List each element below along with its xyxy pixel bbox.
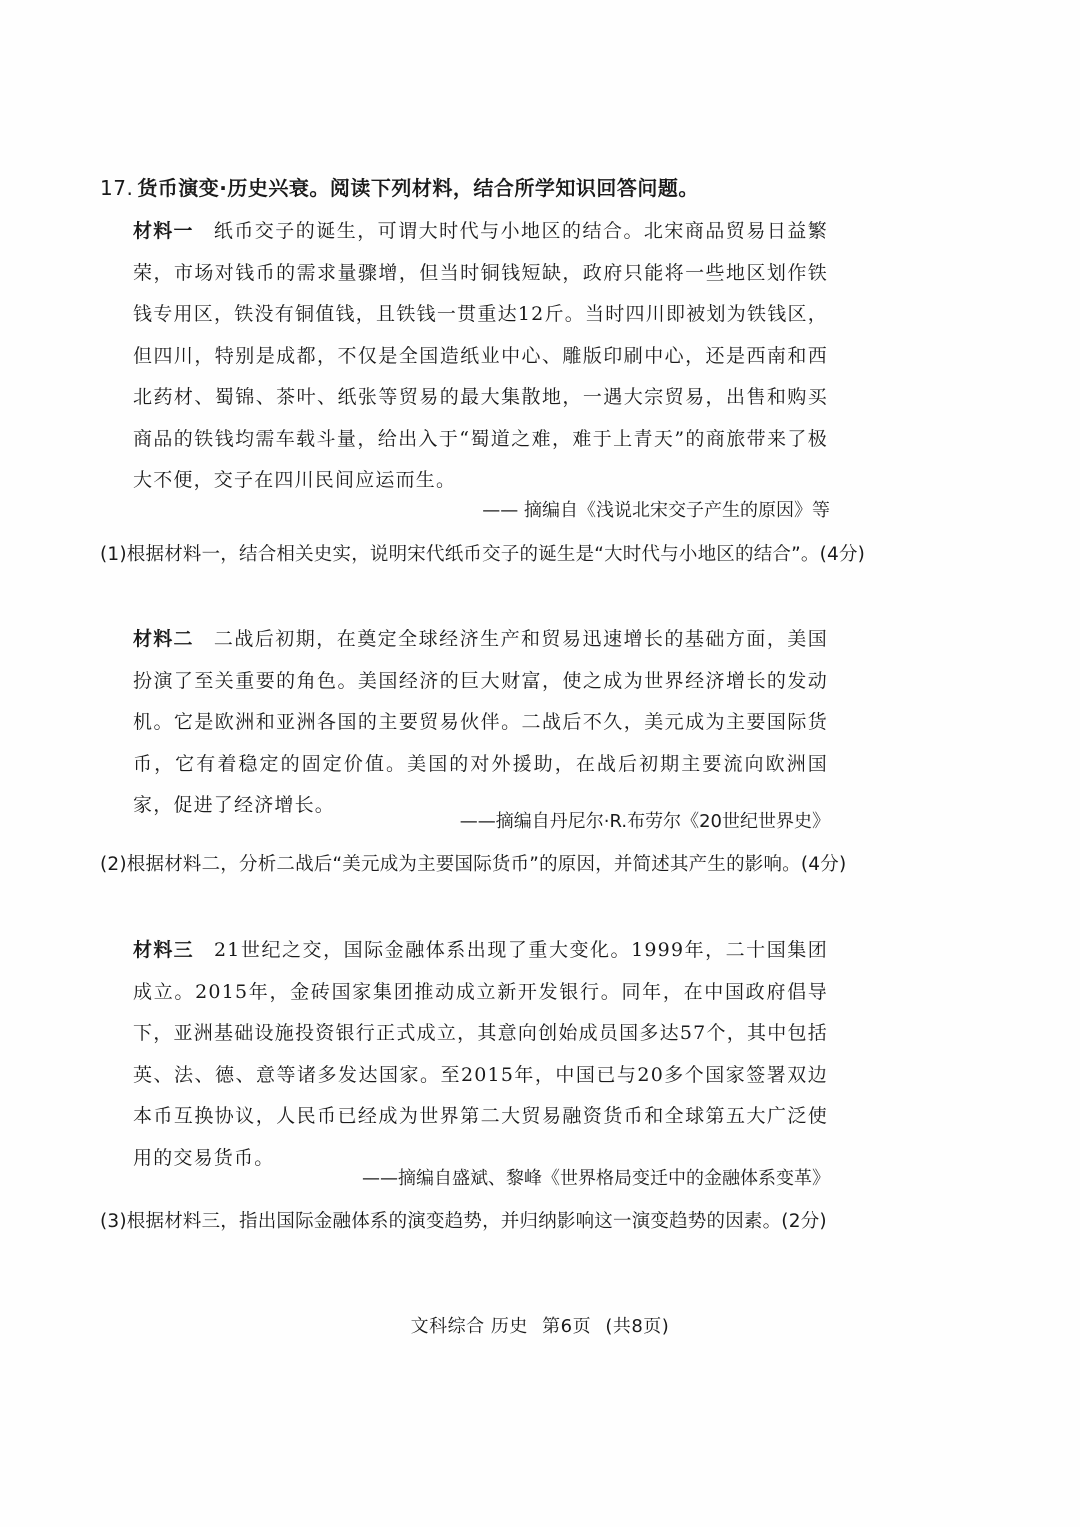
footer-subject: 文科综合 历史 <box>410 1316 528 1337</box>
page-footer <box>0 1312 1080 1338</box>
material-source: —— 摘编自《浅说北宋交子产生的原因》等 <box>482 500 830 521</box>
question-number: 17. <box>100 176 134 200</box>
question-title <box>100 172 699 201</box>
material-source: ——摘编自丹尼尔·R.布劳尔《20世纪世界史》 <box>459 811 830 832</box>
material-label: 材料三 <box>133 939 195 961</box>
answer-space-2 <box>100 885 830 925</box>
question-prompt-3: (3)根据材料三，指出国际金融体系的演变趋势，并归纳影响这一演变趋势的因素。(2分) <box>100 1211 827 1232</box>
material-two <box>133 619 828 827</box>
material-three <box>133 930 828 1179</box>
question-prompt-2: (2)根据材料二，分析二战后“美元成为主要国际货币”的原因，并简述其产生的影响。(4分) <box>100 854 847 875</box>
answer-space-1 <box>100 575 830 615</box>
material-one <box>133 211 828 502</box>
material-text: 纸币交子的诞生，可谓大时代与小地区的结合。北宋商品贸易日益繁荣，市场对钱币的需求量骤增，但当时铜钱短缺，政府只能将一些地区划作铁钱专用区，铁没有铜值钱，且铁钱一贯重达12斤。当时四川即被划为铁钱区，但四川，特别是成都，不仅是全国造纸业中心、雕版印刷中心，还是西南和西北药材、蜀锦、茶叶、纸张等贸易的最大集散地，一遇大宗贸易，出售和购买商品的铁钱均需车载斗量，给出入于“蜀道之难，难于上青天”的商旅带来了极大不便，交子在四川民间应运而生。 <box>133 220 828 491</box>
material-label: 材料二 <box>133 628 194 650</box>
material-text: 二战后初期，在奠定全球经济生产和贸易迅速增长的基础方面，美国扮演了至关重要的角色。美国经济的巨大财富，使之成为世界经济增长的发动机。它是欧洲和亚洲各国的主要贸易伙伴。二战后不久，美元成为主要国际货币，它有着稳定的固定价值。美国的对外援助，在战后初期主要流向欧洲国家，促进了经济增长。 <box>133 628 828 816</box>
footer-total-pages: (共8页) <box>605 1316 670 1337</box>
footer-page-number: 第6页 <box>542 1316 592 1337</box>
material-label: 材料一 <box>133 220 194 242</box>
question-heading: 货币演变·历史兴衰。阅读下列材料，结合所学知识回答问题。 <box>137 176 699 200</box>
material-text: 21世纪之交，国际金融体系出现了重大变化。1999年，二十国集团成立。2015年，金砖国家集团推动成立新开发银行。同年，在中国政府倡导下，亚洲基础设施投资银行正式成立，其意向创始成员国多达57个，其中包括英、法、德、意等诸多发达国家。至2015年，中国已与20多个国家签署双边本币互换协议，人民币已经成为世界第二大贸易融资货币和全球第五大广泛使用的交易货币。 <box>133 939 828 1169</box>
question-prompt-1: (1)根据材料一，结合相关史实，说明宋代纸币交子的诞生是“大时代与小地区的结合”。(4分) <box>100 544 866 565</box>
material-source: ——摘编自盛斌、黎峰《世界格局变迁中的金融体系变革》 <box>362 1168 830 1189</box>
